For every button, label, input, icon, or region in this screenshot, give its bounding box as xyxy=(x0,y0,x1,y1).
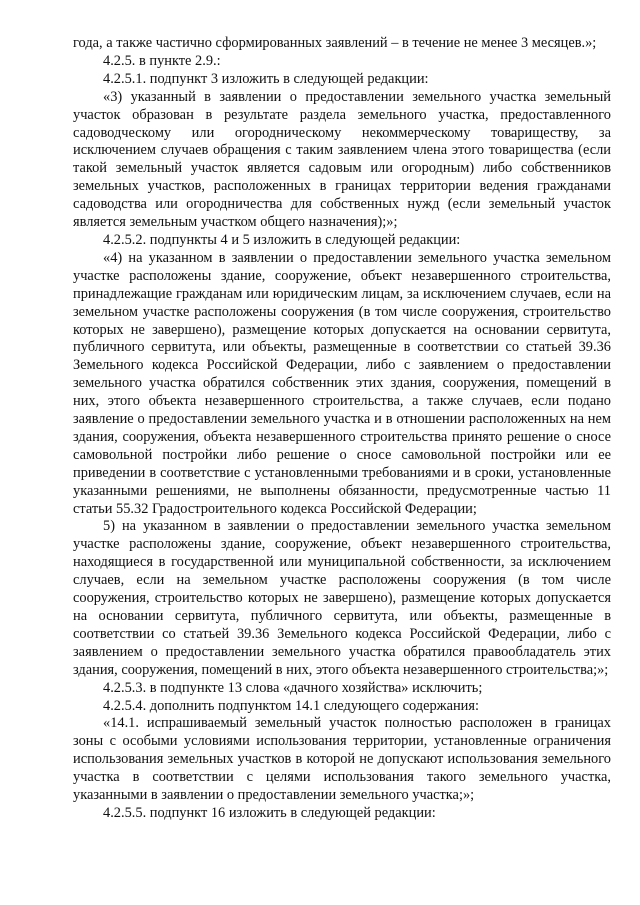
paragraph-clause-4-2-5-2: 4.2.5.2. подпункты 4 и 5 изложить в следующей редакции: xyxy=(103,231,461,248)
paragraph-subclause-4: «4) на указанном в заявлении о предоставлении земельного участка земельном участке расположены здание, сооружение, объект незавершенного строительства, принадлежащие гражданам или юридическим лицам, за исключением случаев, если на земельном участке расположены сооружения (в том числе сооружения, строительство которых не завершено), размещение которых допускается на основании сервитута, публичного сервитута, или объекты, размещенные в соответствии со статьей 39.36 Земельного кодекса Российской Федерации, либо с заявлением о предоставлении земельного участка обратился собственник этих здания, сооружения, помещений в них, этого объекта незавершенного строительства, а также случаев, если подано заявление о предоставлении земельного участка и в отношении расположенных на нем здания, сооружения, объекта незавершенного строительства принято решение о сносе самовольной постройки либо решение о сносе самовольной постройки или ее приведении в соответствие с установленными требованиями и в сроки, установленные указанными решениями, не выполнены обязанности, предусмотренные частью 11 статьи 55.32 Градостроительного кодекса Российской Федерации; xyxy=(73,249,611,517)
paragraph-clause-4-2-5-5: 4.2.5.5. подпункт 16 изложить в следующей редакции: xyxy=(103,804,436,821)
document-page xyxy=(73,35,611,823)
paragraph-continuation: года, а также частично сформированных заявлений – в течение не менее 3 месяцев.»; xyxy=(73,35,597,51)
paragraph-subclause-5: 5) на указанном в заявлении о предоставлении земельного участка земельном участке расположены здание, сооружение, объект незавершенного строительства, находящиеся в государственной или муниципальной собственности, за исключением случаев, если на земельном участке расположены сооружения (в том числе сооружения, строительство которых не завершено), размещение которых допускается на основании сервитута, публичного сервитута, или объекты, размещенные в соответствии со статьей 39.36 Земельного кодекса Российской Федерации, либо с заявлением о предоставлении земельного участка обратился правообладатель этих здания, сооружения, помещений в них, этого объекта незавершенного строительства;»; xyxy=(73,518,611,678)
paragraph-subclause-3: «3) указанный в заявлении о предоставлении земельного участка земельный участок образован в результате раздела земельного участка, предоставленного садоводческому или огородническому некоммерческому товариществу, за исключением случаев обращения с таким заявлением члена этого товарищества (если такой земельный участок является садовым или огородным) либо собственников земельных участков, расположенных в границах территории ведения гражданами садоводства или огородничества для собственных нужд (если земельный участок является земельным участком общего назначения);»; xyxy=(73,88,611,231)
paragraph-clause-4-2-5-4: 4.2.5.4. дополнить подпунктом 14.1 следующего содержания: xyxy=(103,697,479,714)
paragraph-clause-4-2-5-1: 4.2.5.1. подпункт 3 изложить в следующей редакции: xyxy=(103,70,429,87)
paragraph-clause-4-2-5: 4.2.5. в пункте 2.9.: xyxy=(103,52,221,69)
paragraph-subclause-14-1: «14.1. испрашиваемый земельный участок полностью расположен в границах зоны с особыми условиями использования территории, установленные ограничения использования земельных участков в которой не допускают использования земельного участка в соответствии с целями использования такого земельного участка, указанными в заявлении о предоставлении земельного участка;»; xyxy=(73,715,611,804)
paragraph-clause-4-2-5-3: 4.2.5.3. в подпункте 13 слова «дачного хозяйства» исключить; xyxy=(103,679,483,696)
